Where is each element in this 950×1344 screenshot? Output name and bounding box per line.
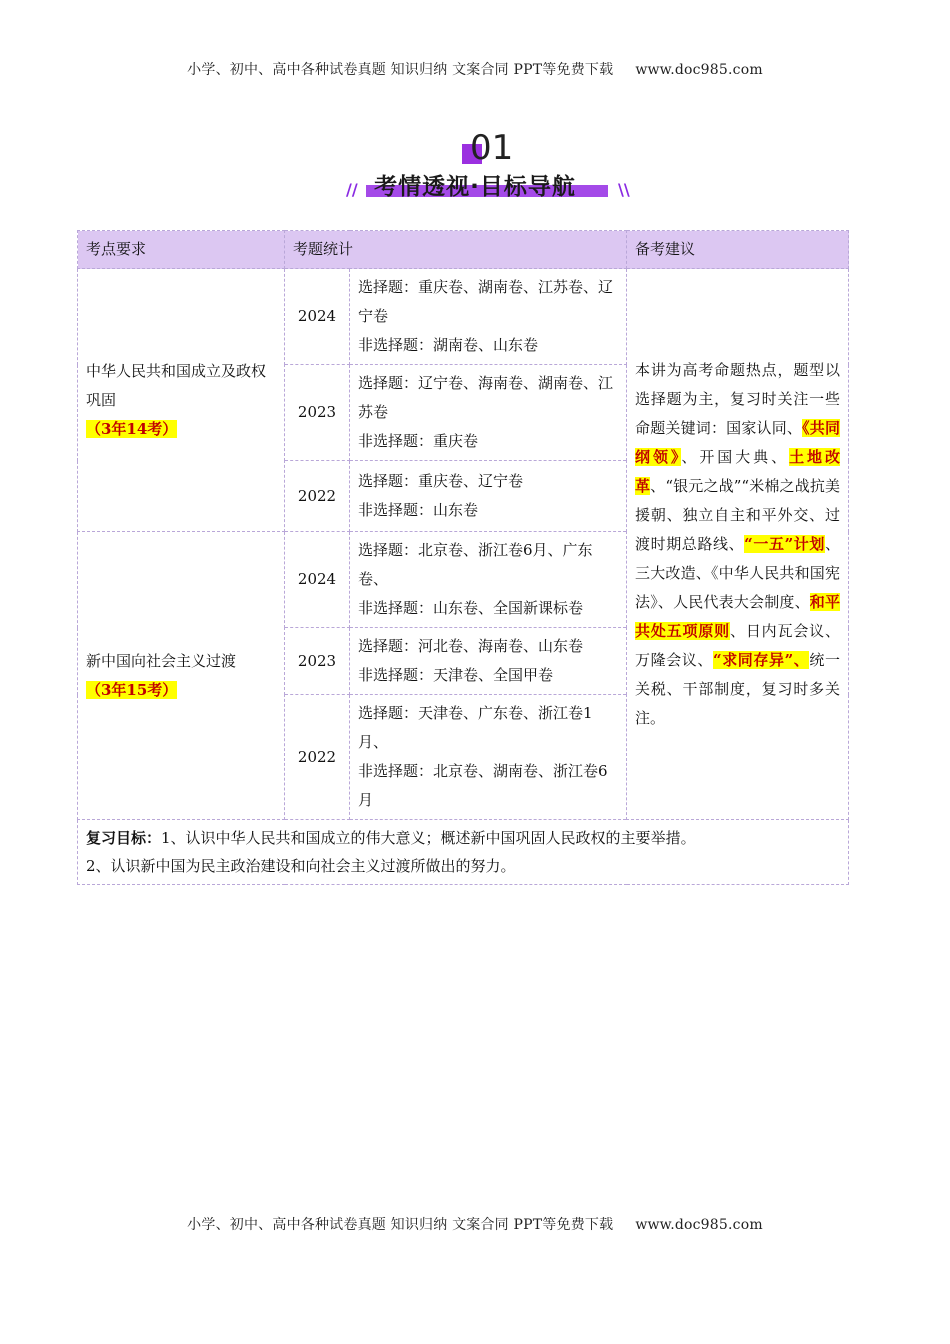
choice-text: 选择题：辽宁卷、海南卷、湖南卷、江苏卷 [358,374,614,421]
topic-cell [78,269,285,532]
stats-cell [350,461,627,532]
advice-text: 本讲为高考命题热点，题型以选择题为主，复习时关注一些命题关键词：国家认同、 [635,360,841,437]
header-stats: 考题统计 [285,231,627,269]
slash-right-icon: \\ [618,180,630,199]
page-footer [0,1214,950,1234]
footer-text: 小学、初中、高中各种试卷真题 知识归纳 文案合同 PPT等免费下载 [187,1217,614,1233]
advice-text: 、开国大典、 [681,447,790,466]
stats-cell [350,532,627,628]
advice-highlight: 和平共处五项原则 [635,592,840,640]
header-topic: 考点要求 [78,231,285,269]
choice-text: 选择题：重庆卷、辽宁卷 [358,472,524,490]
footer-url[interactable]: www.doc985.com [635,1217,763,1233]
nonchoice-text: 非选择题：湖南卷、山东卷 [358,336,539,354]
year-cell: 2022 [285,695,350,820]
section-number: 01 [470,128,514,168]
topic-name: 中华人民共和国成立及政权巩固 [86,361,267,409]
table-row [78,269,849,365]
header-url[interactable]: www.doc985.com [635,62,763,78]
header-advice: 备考建议 [627,231,849,269]
goals-label: 复习目标： [86,829,162,847]
goals-line-2: 2、认识新中国为民主政治建设和向社会主义过渡所做出的努力。 [86,857,516,875]
advice-highlight: “求同存异”、 [712,650,810,669]
exam-overview-table [77,230,849,885]
choice-text: 选择题：重庆卷、湖南卷、江苏卷、辽宁卷 [358,278,614,325]
stats-cell [350,269,627,365]
goals-line-1: 1、认识中华人民共和国成立的伟大意义；概述新中国巩固人民政权的主要举措。 [161,829,696,847]
year-cell: 2024 [285,532,350,628]
topic-name: 新中国向社会主义过渡 [86,651,237,670]
year-cell: 2024 [285,269,350,365]
advice-highlight: 《共同纲领》 [635,418,840,466]
year-cell: 2023 [285,365,350,461]
advice-text: 、“银元之战”“米棉之战抗美援朝、独立自主和平外交、过渡时期总路线、 [635,476,841,553]
section-title: 考情透视·目标导航 [374,174,576,200]
nonchoice-text: 非选择题：重庆卷 [358,432,479,450]
choice-text: 选择题：天津卷、广东卷、浙江卷1月、 [358,704,593,751]
year-cell: 2022 [285,461,350,532]
topic-cell [78,532,285,820]
advice-text: 、日内瓦会议、万隆会议、 [635,621,841,669]
advice-highlight: 土地改革 [635,447,840,495]
choice-text: 选择题：河北卷、海南卷、山东卷 [358,637,584,655]
topic-tag: （3年14考） [86,419,178,438]
advice-highlight: “一五”计划 [744,534,825,553]
header-text: 小学、初中、高中各种试卷真题 知识归纳 文案合同 PPT等免费下载 [187,62,614,78]
nonchoice-text: 非选择题：北京卷、湖南卷、浙江卷6月 [358,762,608,809]
section-badge [0,128,950,208]
year-cell: 2023 [285,628,350,695]
page-header [0,59,950,79]
choice-text: 选择题：北京卷、浙江卷6月、广东卷、 [358,541,593,588]
advice-cell [627,269,849,820]
topic-tag: （3年15考） [86,680,178,699]
stats-cell [350,628,627,695]
table-header-row [78,231,849,269]
nonchoice-text: 非选择题：山东卷、全国新课标卷 [358,599,584,617]
nonchoice-text: 非选择题：天津卷、全国甲卷 [358,666,554,684]
stats-cell [350,695,627,820]
nonchoice-text: 非选择题：山东卷 [358,501,479,519]
goals-row [78,820,849,885]
stats-cell [350,365,627,461]
advice-text: 统一关税、干部制度，复习时多关注。 [635,650,841,727]
slash-left-icon: // [346,180,358,199]
advice-text: 、三大改造、《中华人民共和国宪法》、人民代表大会制度、 [635,534,841,611]
goals-cell [78,820,849,885]
